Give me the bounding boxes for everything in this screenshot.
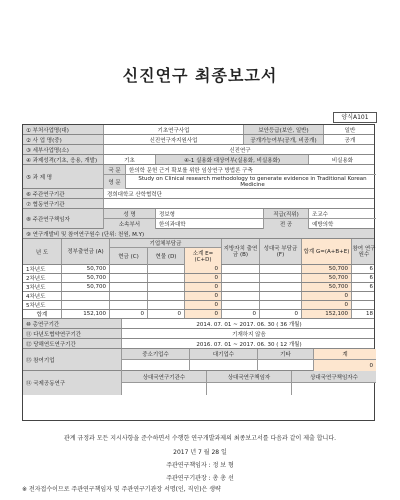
row-participating-companies (23, 349, 374, 371)
budget-researchers: 6 (351, 274, 376, 282)
budget-other (259, 265, 301, 273)
budget-researchers: 6 (351, 283, 376, 291)
col-partner-pi-count: 상대국연구책임자수 (291, 371, 376, 383)
korean-title-label: 국 문 (103, 165, 125, 175)
budget-other (259, 283, 301, 291)
project-type-value: 기초 (103, 155, 155, 164)
budget-row (23, 274, 374, 283)
international-research-label: ⑭ 국제공동연구 (23, 371, 121, 395)
budget-row (23, 283, 374, 292)
submission-statement: 관계 규정과 모든 지시사항을 준수하면서 수행한 연구개발과제의 최종보고서를 다음과 같이 제출 합니다. (63, 435, 337, 442)
pi-signature-line: 주관연구책임자 : 정 보 형 (166, 462, 234, 469)
partner-pi-value (206, 383, 291, 395)
practical-use-label: ④-1 실용화 대상여부(실용화, 비실용화) (155, 155, 308, 164)
multiyear-period-value: 기재하지 않음 (121, 329, 376, 338)
col-company-total: 계 (313, 349, 376, 360)
sum-other: 0 (259, 310, 301, 318)
pi-major-value: 예방의학 (308, 219, 376, 229)
row-principal-investigator (23, 209, 374, 229)
budget-cash (109, 274, 147, 282)
submission-date: 2017 년 7 월 28 일 (173, 449, 227, 456)
budget-other (259, 301, 301, 309)
row-ministry-program (23, 125, 374, 135)
budget-table-header (23, 239, 374, 265)
form-number: 양식A101 (333, 112, 377, 123)
budget-total: 50,700 (301, 274, 351, 282)
budget-gov (61, 292, 109, 300)
budget-other (259, 274, 301, 282)
pi-name-value: 정보형 (155, 209, 263, 219)
program-value: 신진연구자지원사업 (103, 135, 243, 144)
budget-total: 50,700 (301, 265, 351, 273)
budget-researchers (351, 301, 376, 309)
other-count-value (257, 360, 313, 371)
budget-inkind (147, 283, 184, 291)
korean-title-value: 한의학 문헌 근거 확보를 위한 임상연구 방법론 구축 (125, 165, 376, 175)
sum-researchers: 18 (351, 310, 376, 318)
budget-year: 5차년도 (26, 303, 46, 309)
current-period-label: ⑫ 당해연도연구기간 (23, 339, 121, 348)
budget-cash (109, 265, 147, 273)
row-international-research (23, 371, 374, 395)
budget-cash (109, 292, 147, 300)
budget-subtotal: 0 (184, 265, 221, 273)
footer-note: ※ 전자접수이므로 주관연구책임자 및 주관연구기관장 서명(인, 직인)은 생략 (22, 486, 221, 493)
col-year: 년 도 (35, 249, 49, 256)
budget-inkind (147, 301, 184, 309)
partner-institutions-value (121, 383, 206, 395)
project-title-label: ⑤ 과 제 명 (23, 165, 103, 188)
col-cash: 현금 (C) (109, 248, 147, 265)
budget-total: 0 (301, 292, 351, 300)
col-in-kind: 현물 (D) (147, 248, 184, 265)
budget-other (259, 292, 301, 300)
report-form (22, 124, 375, 421)
sum-inkind: 0 (147, 310, 184, 318)
row-multiyear-period (23, 329, 374, 339)
budget-year: 3차년도 (26, 285, 46, 291)
budget-local (221, 292, 259, 300)
row-project-title (23, 165, 374, 189)
sme-count-value (121, 360, 189, 371)
budget-subtotal: 0 (184, 292, 221, 300)
current-period-value: 2016. 07. 01 ~ 2017. 06. 30 ( 12 개월) (121, 339, 376, 348)
english-title-label: 영 문 (103, 175, 125, 189)
col-large-count: 대기업수 (189, 349, 257, 360)
budget-subtotal: 0 (184, 301, 221, 309)
row-project-type (23, 155, 374, 165)
budget-sum-row (23, 310, 374, 319)
budget-subtotal: 0 (184, 283, 221, 291)
budget-total: 50,700 (301, 283, 351, 291)
sum-cash: 0 (109, 310, 147, 318)
partner-institution-label: ⑦ 협동연구기관 (23, 199, 103, 208)
disclosure-label: 공개가능여부(공개, 비공개) (243, 135, 323, 144)
pi-position-value: 조교수 (308, 209, 376, 219)
ministry-program-label: ① 부처사업명(대) (23, 125, 103, 134)
company-total-value: 0 (313, 360, 376, 371)
english-title-value: Study on Clinical research methodology to generate evidence in Traditional Korean Medicine (125, 175, 376, 189)
lead-institution-value: 경희대학교 산학협력단 (103, 189, 376, 198)
row-program (23, 135, 374, 145)
institution-head-line: 주관연구기관장 : 총 총 선 (166, 475, 234, 482)
budget-gov: 50,700 (61, 283, 109, 291)
budget-subtotal: 0 (184, 274, 221, 282)
budget-row (23, 265, 374, 274)
pi-name-label: 성 명 (103, 209, 155, 219)
row-total-period (23, 319, 374, 329)
budget-local (221, 283, 259, 291)
col-total: 합계 G=(A+B+E) (301, 239, 351, 264)
col-corporate-fund: 기업체부담금 (109, 239, 221, 248)
budget-year: 1차년도 (26, 267, 46, 273)
budget-row (23, 292, 374, 301)
col-other-fund: 성대국 부담금 (F) (259, 239, 301, 264)
sum-total: 152,100 (301, 310, 351, 318)
budget-row (23, 301, 374, 310)
budget-local (221, 274, 259, 282)
budget-gov: 50,700 (61, 274, 109, 282)
col-researchers: 참여 연구원수 (351, 239, 376, 264)
budget-gov: 50,700 (61, 265, 109, 273)
col-gov-fund: 정부출연금 (A) (61, 239, 109, 264)
col-subtotal: 소계 E=(C+D) (184, 248, 221, 265)
total-period-value: 2014. 07. 01 ~ 2017. 06. 30 ( 36 개월) (121, 319, 376, 328)
ministry-program-value: 기초연구사업 (103, 125, 243, 134)
budget-inkind (147, 292, 184, 300)
budget-section-label: ⑨ 연구개발비 및 참여연구원수 (단위: 천원, M.Y) (26, 231, 145, 238)
budget-cash (109, 283, 147, 291)
budget-section-header (23, 229, 374, 239)
row-sub-program (23, 145, 374, 155)
budget-total: 0 (301, 301, 351, 309)
budget-gov (61, 301, 109, 309)
col-sme-count: 중소기업수 (121, 349, 189, 360)
large-count-value (189, 360, 257, 371)
pi-major-label: 전 공 (263, 219, 308, 229)
participating-companies-label: ⑬ 참여기업 (23, 349, 121, 370)
budget-year: 2차년도 (26, 276, 46, 282)
sub-program-label: ③ 세부사업명(소) (23, 145, 103, 154)
sum-local: 0 (221, 310, 259, 318)
lead-institution-label: ⑥ 주관연구기관 (23, 189, 103, 198)
budget-inkind (147, 265, 184, 273)
practical-use-value: 비실용화 (308, 155, 376, 164)
program-label: ② 사 업 명(중) (23, 135, 103, 144)
sum-gov: 152,100 (61, 310, 109, 318)
pi-dept-value: 한의과대학 (155, 219, 263, 229)
security-level-label: 보안등급(보안, 일반) (243, 125, 323, 134)
col-other-count: 기타 (257, 349, 313, 360)
col-partner-institutions: 상대국연구기관수 (121, 371, 206, 383)
budget-local (221, 301, 259, 309)
page-title: 신진연구 최종보고서 (122, 66, 278, 85)
col-partner-pi: 상대국연구책임자 (206, 371, 291, 383)
budget-inkind (147, 274, 184, 282)
partner-institution-value (103, 199, 376, 208)
total-period-label: ⑩ 총연구기간 (23, 319, 121, 328)
security-level-value: 일반 (323, 125, 376, 134)
budget-year: 4차년도 (26, 294, 46, 300)
budget-local (221, 265, 259, 273)
row-current-period (23, 339, 374, 349)
row-partner-institution (23, 199, 374, 209)
col-local-fund: 지방자치 출연금 (B) (221, 239, 259, 264)
partner-pi-count-value (291, 383, 376, 395)
row-lead-institution (23, 189, 374, 199)
sum-label: 합계 (36, 312, 48, 318)
pi-label: ⑧ 주관연구책임자 (23, 209, 103, 228)
multiyear-period-label: ⑪ 다년도협약연구기간 (23, 329, 121, 338)
disclosure-value: 공개 (323, 135, 376, 144)
budget-researchers (351, 292, 376, 300)
budget-researchers: 6 (351, 265, 376, 273)
sum-subtotal: 0 (184, 310, 221, 318)
project-type-label: ④ 과제성격(기초, 응용, 개발) (23, 155, 103, 164)
budget-cash (109, 301, 147, 309)
pi-dept-label: 소속부서 (103, 219, 155, 229)
sub-program-value: 신진연구 (103, 145, 376, 154)
pi-position-label: 직급(직위) (263, 209, 308, 219)
